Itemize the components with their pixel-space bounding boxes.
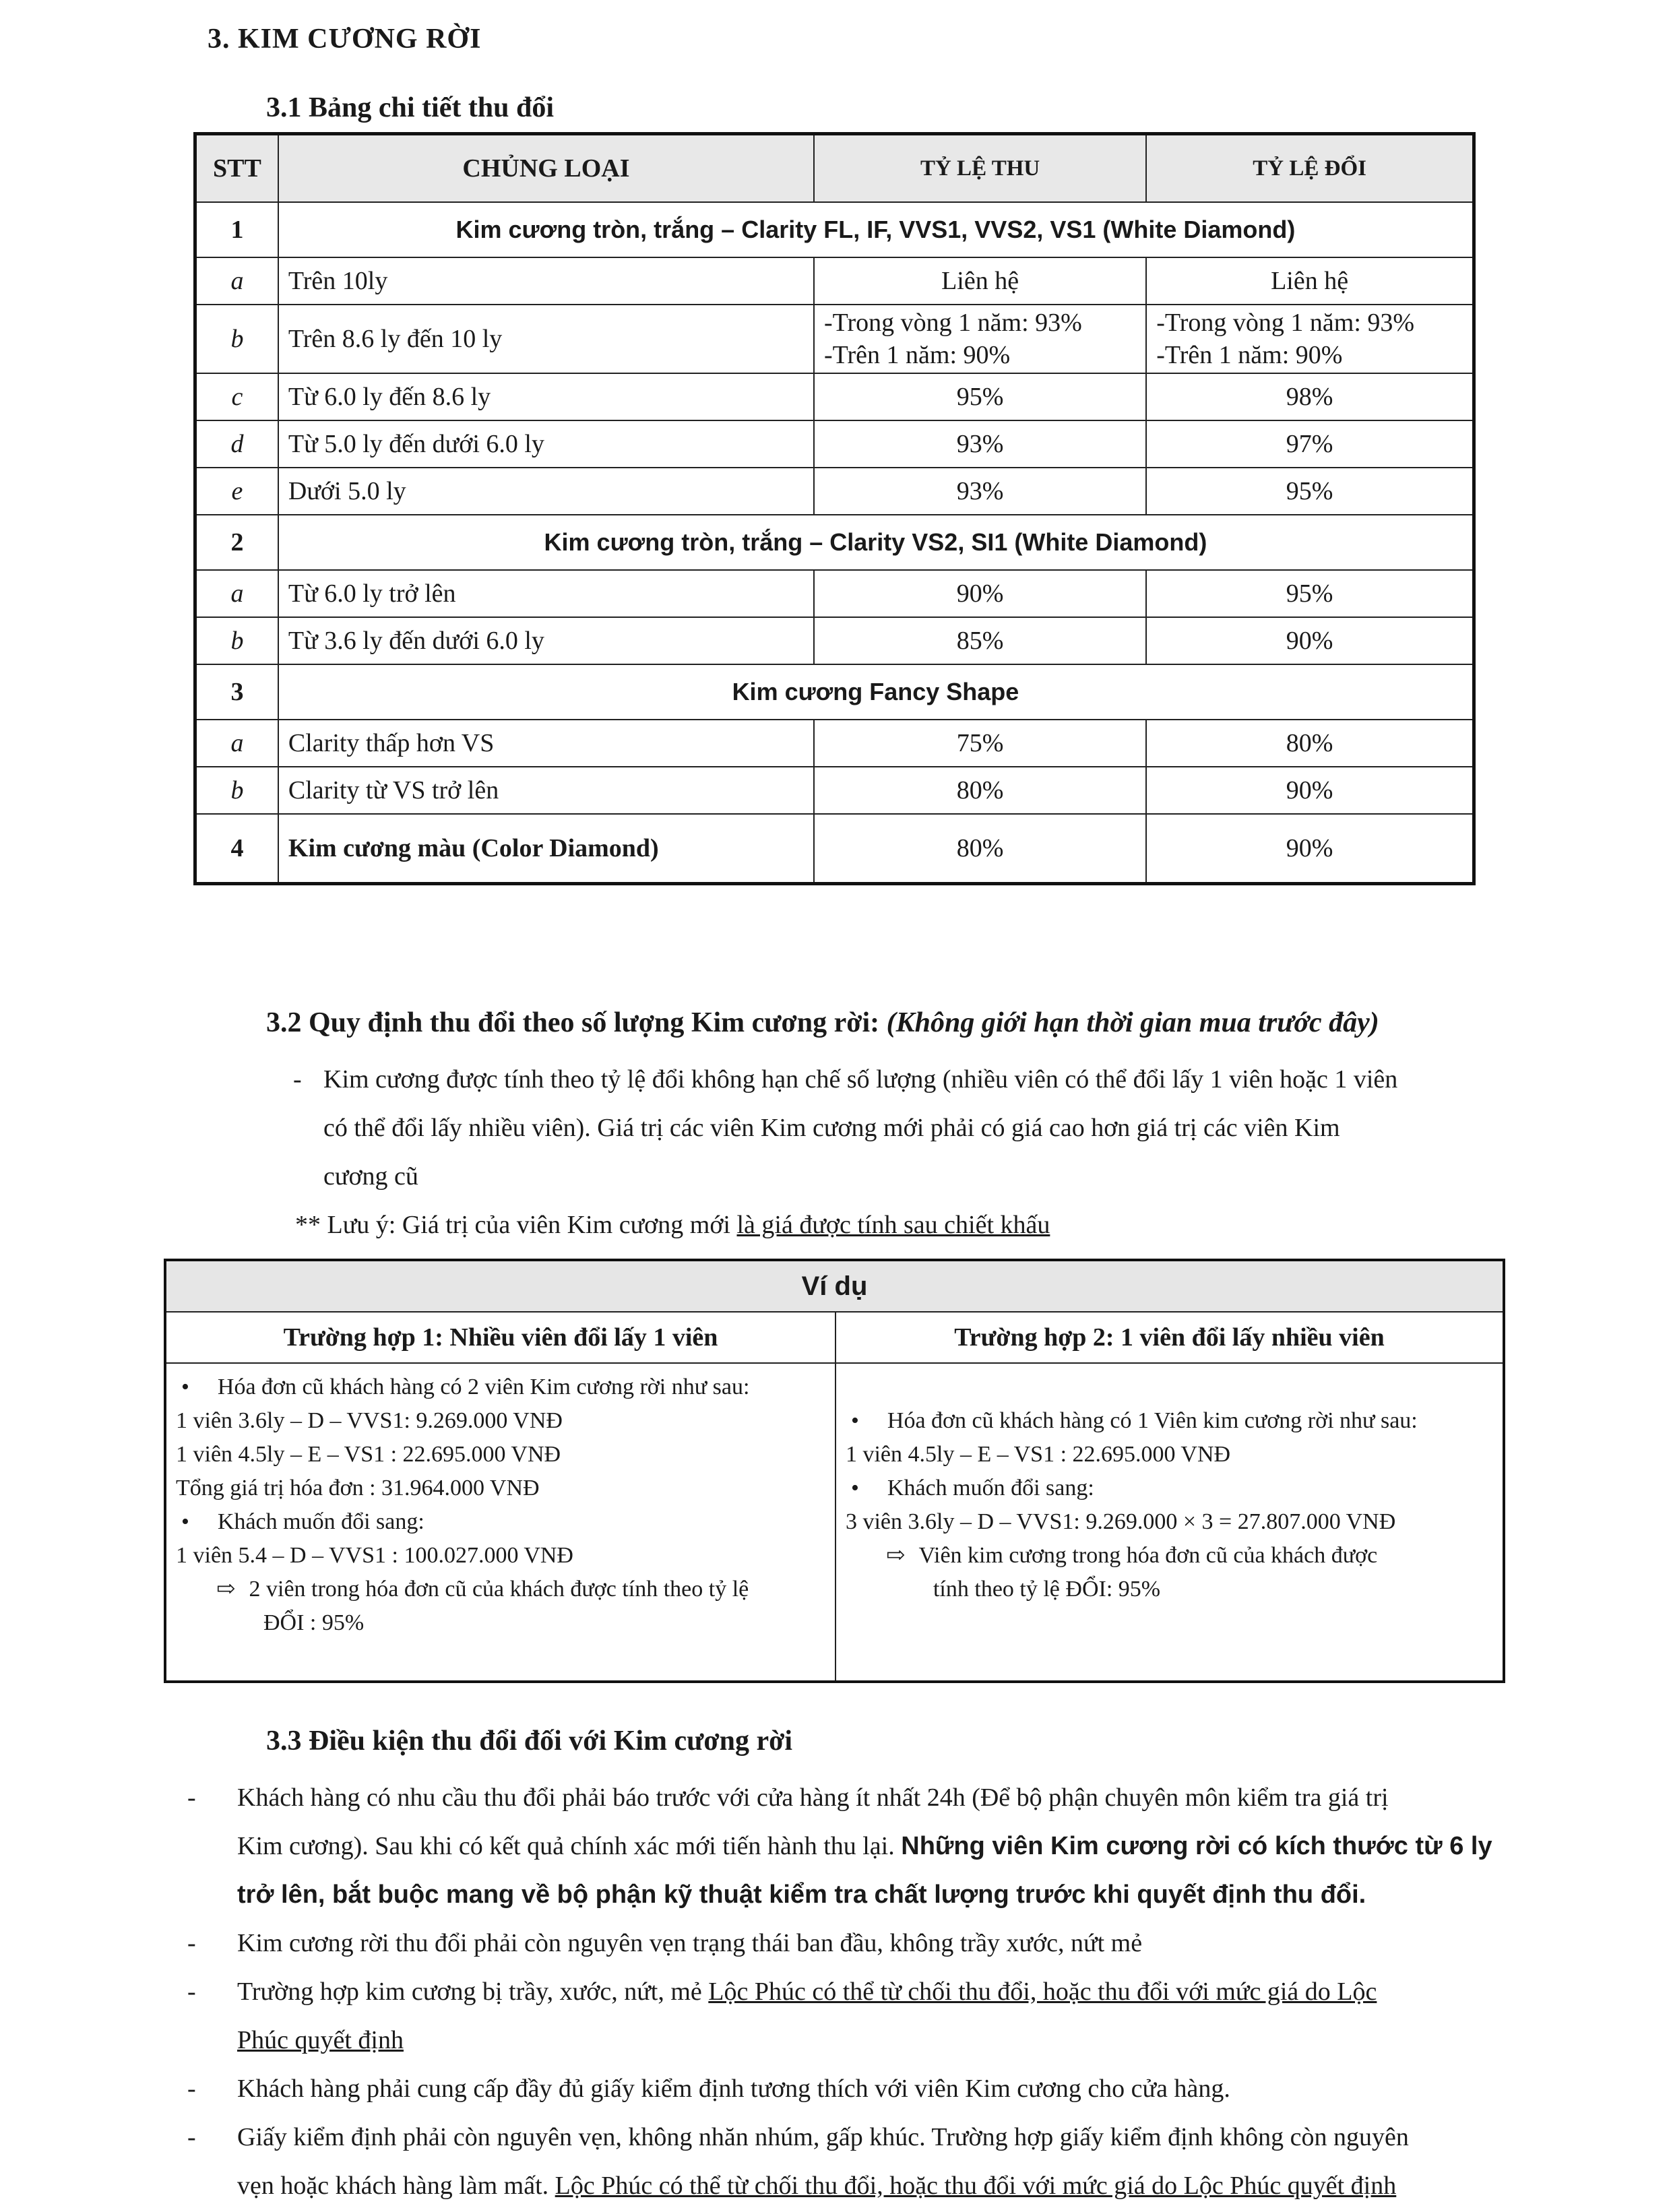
note-underlined: là giá được tính sau chiết khấu — [736, 1211, 1050, 1239]
case-line: 3 viên 3.6ly – D – VVS1: 9.269.000 × 3 = 27.807.000 VNĐ — [845, 1509, 1396, 1534]
group-title: Kim cương Fancy Shape — [278, 664, 1474, 720]
note-prefix: ** Lưu ý: Giá trị của viên Kim cương mới — [295, 1211, 737, 1239]
row-buy-rate: 90% — [814, 570, 1146, 617]
row-name: Trên 8.6 ly đến 10 ly — [278, 305, 814, 373]
row-exchange-rate: 90% — [1146, 767, 1474, 814]
example-table — [164, 1259, 1505, 1683]
group-title: Kim cương tròn, trắng – Clarity VS2, SI1 (White Diamond) — [278, 515, 1474, 570]
exchange-rate-line: -Trên 1 năm: 90% — [1156, 341, 1343, 369]
row-exchange-rate — [1146, 305, 1474, 373]
subsection-3-2-title — [266, 1007, 1379, 1039]
case-line: • Hóa đơn cũ khách hàng có 2 viên Kim cương rời như sau: — [176, 1370, 825, 1404]
group-stt: 1 — [195, 202, 278, 257]
row-exchange-rate: Liên hệ — [1146, 257, 1474, 305]
arrow-icon: ⇨ — [216, 1577, 236, 1602]
row-buy-rate: 93% — [814, 468, 1146, 515]
row-name: Dưới 5.0 ly — [278, 468, 814, 515]
case-line: • Khách muốn đổi sang: — [176, 1505, 825, 1539]
row-name: Trên 10ly — [278, 257, 814, 305]
row-exchange-rate: 95% — [1146, 468, 1474, 515]
row-letter: b — [195, 617, 278, 664]
case-1-body — [165, 1363, 836, 1682]
row-letter: b — [195, 305, 278, 373]
case-line: ⇨ 2 viên trong hóa đơn cũ của khách được tính theo tỷ lệ — [216, 1577, 749, 1602]
condition-text — [237, 1967, 1511, 2064]
row-letter: e — [195, 468, 278, 515]
row-buy-rate: 80% — [814, 814, 1146, 884]
condition-text — [237, 1773, 1511, 1919]
paragraph-line: trở lên, bắt buộc mang về bộ phận kỹ thuật kiểm tra chất lượng trước khi quyết định thu đổi. — [237, 1881, 1366, 1909]
row-letter: d — [195, 420, 278, 468]
case-line: ⇨ Viên kim cương trong hóa đơn cũ của khách được — [885, 1543, 1378, 1568]
row-exchange-rate: 95% — [1146, 570, 1474, 617]
row-name: Kim cương màu (Color Diamond) — [278, 814, 814, 884]
s32-bullet-paragraph — [323, 1055, 1509, 1201]
table-header-row — [195, 134, 1474, 203]
case-line: • Khách muốn đổi sang: — [846, 1472, 1493, 1505]
row-buy-rate — [814, 305, 1146, 373]
dash-marker: - — [187, 1783, 196, 1812]
row-name: Từ 6.0 ly đến 8.6 ly — [278, 373, 814, 420]
row-letter: a — [195, 257, 278, 305]
paragraph-line: Khách hàng có nhu cầu thu đổi phải báo trước với cửa hàng ít nhất 24h (Để bộ phận chuyên môn kiểm tra giá trị — [237, 1783, 1389, 1812]
group-stt: 3 — [195, 664, 278, 720]
row-buy-rate: 93% — [814, 420, 1146, 468]
condition-text — [237, 2113, 1511, 2210]
case-2-body — [836, 1363, 1504, 1682]
table-row — [195, 305, 1474, 373]
row-name: Từ 5.0 ly đến dưới 6.0 ly — [278, 420, 814, 468]
paragraph-line: Phúc quyết định — [237, 2026, 404, 2054]
row-letter: b — [195, 767, 278, 814]
buy-rate-line: -Trong vòng 1 năm: 93% — [824, 309, 1082, 337]
table-row — [195, 570, 1474, 617]
dash-marker: - — [187, 1978, 196, 2006]
header-exchange-rate: TỶ LỆ ĐỔI — [1146, 134, 1474, 203]
paragraph-line: cương cũ — [323, 1162, 418, 1191]
header-buy-rate: TỶ LỆ THU — [814, 134, 1146, 203]
case-line: 1 viên 3.6ly – D – VVS1: 9.269.000 VNĐ — [176, 1408, 563, 1433]
row-buy-rate: 95% — [814, 373, 1146, 420]
row-buy-rate: Liên hệ — [814, 257, 1146, 305]
subsection-3-2-title-italic: (Không giới hạn thời gian mua trước đây) — [886, 1007, 1379, 1038]
exchange-rate-table — [193, 132, 1476, 885]
arrow-icon: ⇨ — [885, 1543, 906, 1568]
table-row — [195, 767, 1474, 814]
case-line: tính theo tỷ lệ ĐỔI: 95% — [933, 1577, 1161, 1602]
row-name: Từ 6.0 ly trở lên — [278, 570, 814, 617]
case-line: 1 viên 4.5ly – E – VS1 : 22.695.000 VNĐ — [845, 1442, 1231, 1467]
exchange-rate-line: -Trong vòng 1 năm: 93% — [1156, 309, 1415, 337]
subsection-3-2-title-text: 3.2 Quy định thu đổi theo số lượng Kim cương rời: — [266, 1007, 880, 1038]
row-name: Clarity thấp hơn VS — [278, 720, 814, 767]
paragraph-line: Kim cương). Sau khi có kết quả chính xác mới tiến hành thu lại. Những viên Kim cương rời có kích thước từ 6 ly — [237, 1832, 1492, 1860]
case-1-title: Trường hợp 1: Nhiều viên đổi lấy 1 viên — [165, 1312, 836, 1363]
table-row — [195, 420, 1474, 468]
subsection-3-3-title: 3.3 Điều kiện thu đổi đối với Kim cương rời — [266, 1726, 793, 1757]
group-row — [195, 515, 1474, 570]
case-line: • Hóa đơn cũ khách hàng có 1 Viên kim cương rời như sau: — [846, 1404, 1493, 1438]
subsection-3-1-title: 3.1 Bảng chi tiết thu đổi — [266, 92, 555, 123]
s32-note — [295, 1201, 1050, 1249]
row-exchange-rate: 90% — [1146, 814, 1474, 884]
case-line: 1 viên 4.5ly – E – VS1 : 22.695.000 VNĐ — [176, 1442, 561, 1467]
row-buy-rate: 75% — [814, 720, 1146, 767]
table-row — [195, 257, 1474, 305]
case-line: 1 viên 5.4 – D – VVS1 : 100.027.000 VNĐ — [176, 1543, 573, 1568]
case-line: Tổng giá trị hóa đơn : 31.964.000 VNĐ — [176, 1476, 540, 1500]
buy-rate-line: -Trên 1 năm: 90% — [824, 341, 1011, 369]
row-exchange-rate: 97% — [1146, 420, 1474, 468]
group-row — [195, 664, 1474, 720]
dash-marker: - — [293, 1065, 302, 1094]
paragraph-line: Kim cương được tính theo tỷ lệ đổi không hạn chế số lượng (nhiều viên có thể đổi lấy 1 viên hoặc 1 viên — [323, 1065, 1398, 1094]
case-line: ĐỔI : 95% — [263, 1610, 365, 1635]
dash-marker: - — [187, 2123, 196, 2151]
table-row — [195, 814, 1474, 884]
row-exchange-rate: 80% — [1146, 720, 1474, 767]
row-name: Clarity từ VS trở lên — [278, 767, 814, 814]
condition-text: Kim cương rời thu đổi phải còn nguyên vẹn trạng thái ban đầu, không trầy xước, nứt mẻ — [237, 1929, 1143, 1957]
group-stt: 2 — [195, 515, 278, 570]
dash-marker: - — [187, 1929, 196, 1957]
paragraph-line: vẹn hoặc khách hàng làm mất. Lộc Phúc có thể từ chối thu đổi, hoặc thu đổi với mức giá do Lộc Phúc quyết định — [237, 2172, 1397, 2200]
header-type: CHỦNG LOẠI — [278, 134, 814, 203]
group-row — [195, 202, 1474, 257]
dash-marker: - — [187, 2075, 196, 2103]
table-row — [195, 720, 1474, 767]
paragraph-line: có thể đổi lấy nhiều viên). Giá trị các viên Kim cương mới phải có giá cao hơn giá trị các viên Kim — [323, 1114, 1340, 1142]
row-buy-rate: 80% — [814, 767, 1146, 814]
section-title: 3. KIM CƯƠNG RỜI — [208, 24, 482, 55]
table-row — [195, 617, 1474, 664]
case-2-title: Trường hợp 2: 1 viên đổi lấy nhiều viên — [836, 1312, 1504, 1363]
row-name: Từ 3.6 ly đến dưới 6.0 ly — [278, 617, 814, 664]
condition-text: Khách hàng phải cung cấp đầy đủ giấy kiểm định tương thích với viên Kim cương cho cửa hàng. — [237, 2075, 1230, 2103]
group-title: Kim cương tròn, trắng – Clarity FL, IF, VVS1, VVS2, VS1 (White Diamond) — [278, 202, 1474, 257]
table-row — [195, 468, 1474, 515]
row-letter: a — [195, 720, 278, 767]
table-row — [195, 373, 1474, 420]
paragraph-line: Giấy kiểm định phải còn nguyên vẹn, không nhăn nhúm, gấp khúc. Trường hợp giấy kiểm định không còn nguyên — [237, 2123, 1409, 2151]
row-exchange-rate: 98% — [1146, 373, 1474, 420]
row-buy-rate: 85% — [814, 617, 1146, 664]
example-header: Ví dụ — [165, 1260, 1504, 1312]
row-letter: c — [195, 373, 278, 420]
header-stt: STT — [195, 134, 278, 203]
group-stt: 4 — [195, 814, 278, 884]
paragraph-line: Trường hợp kim cương bị trầy, xước, nứt, mẻ Lộc Phúc có thể từ chối thu đổi, hoặc thu đổi với mức giá do Lộc — [237, 1978, 1377, 2006]
row-letter: a — [195, 570, 278, 617]
row-exchange-rate: 90% — [1146, 617, 1474, 664]
